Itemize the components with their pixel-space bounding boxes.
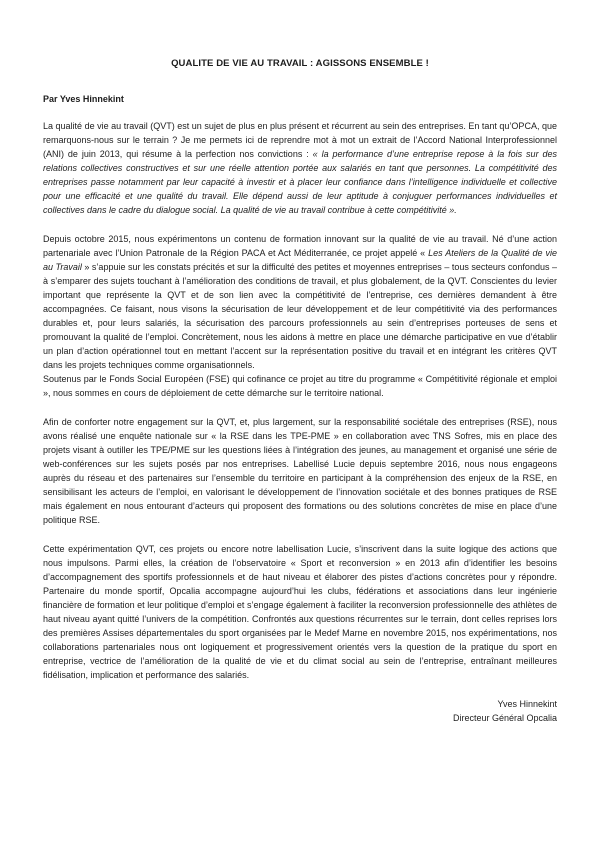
document-title: QUALITE DE VIE AU TRAVAIL : AGISSONS ENSEMBLE ! xyxy=(171,58,429,69)
ateliers-title-italic: Les Ateliers de la Qualité de vie au Travail xyxy=(43,248,557,272)
byline: Par Yves Hinnekint xyxy=(43,94,124,104)
signature-block xyxy=(43,697,557,725)
signature-role: Directeur Général Opcalia xyxy=(452,713,557,723)
paragraph-rse: Afin de conforter notre engagement sur la QVT, et, plus largement, sur la responsabilité sociétale des entreprises (RSE), nous avons réalisé une enquête nationale sur « la RSE dans les TPE-PME » en collaboration avec TNS Sofres, mis en place des projets visant à outiller les TPE/PME sur les questions liées à l’intégration des jeunes, au management et organisé une série de web-conférences sur les sujets posés par nos entreprises. Labellisé Lucie depuis septembre 2016, nous nous engageons auprès du réseau et des partenaires sur l’ensemble du territoire en participant à la compréhension des enjeux de la RSE, en sensibilisant les acteurs de l’emploi, en valorisant le développement de l’innovation sociétale et des bonnes pratiques de RSE mais également en nous entourant d’acteurs qui proposent des formations ou des solutions concrètes de mise en place d’une politique RSE. xyxy=(43,417,557,525)
paragraph-intro-lead: La qualité de vie au travail (QVT) est un sujet de plus en plus présent et récurrent au sein des entreprises. En tant qu’OPCA, que remarquons-nous sur le terrain ? Je me permets ici de reprendre mot à mot un extrait de l’Accord National Interprofessionnel (ANI) de juin 2013, qui résume à la perfection nos convictions : xyxy=(43,121,557,159)
paragraph-ateliers-part2: » s’appuie sur les constats précités et sur la difficulté des petites et moyennes entreprises – tous secteurs confondus – à s’emparer des sujets touchant à l’amélioration des conditions de travail, et plus globalement, de la QVT. Conscientes du levier important que représente la QVT et de son lien avec la compétitivité de l’entreprise, ces dernières demandent à être accompagnées. Ce faisant, nous visons la sécurisation de leur développement et de leur compétitivité via des performances durables et, pour leurs salariés, la sécurisation des parcours professionnels au sein d’entreprises porteuses de sens et promouvant la qualité de l’emploi. Concrètement, nous les aidons à mettre en place une démarche participative en vue d’établir un plan d’action opérationnel tout en mettant l’accent sur la représentation positive du travail et en intégrant les critères QVT dans les projets techniques comme organisationnels. xyxy=(43,262,557,370)
signature-name: Yves Hinnekint xyxy=(497,699,557,709)
paragraph-sport: Cette expérimentation QVT, ces projets ou encore notre labellisation Lucie, s’inscrivent dans la suite logique des actions que nous impulsons. Parmi elles, la création de l’observatoire « Sport et reconversion » en 2013 afin d’identifier les besoins d’accompagnement des sportifs professionnels et de haut niveau et élaborer des pistes d’actions concrètes pour y répondre. Partenaire du monde sportif, Opcalia accompagne aujourd’hui les clubs, fédérations et associations dans leur ingénierie financière de formation et leur politique d’emploi et s’engage également à faciliter la reconversion professionnelle des athlètes de haut niveau ayant quitté l’univers de la compétition. Confrontés aux questions récurrentes sur le terrain, dont celles reprises lors des premières Assises départementales du sport organisées par le Medef Marne en novembre 2015, nos expérimentations, nos collaborations partenariales nous ont logiquement et progressivement orientés vers la question de la pratique du sport en entreprise, vectrice de l’amélioration de la qualité de vie et du climat social au sein de l’entreprise, entraînant meilleures fidélisation, implication et performance des salariés. xyxy=(43,544,557,680)
ani-quote-italic: « la performance d’une entreprise repose à la fois sur des relations collectives constructives et sur une réelle attention portée aux salariés en tant que personnes. La compétitivité des entreprises passe notamment par leur capacité à investir et à placer leur confiance dans l’intelligence individuelle et collective pour une efficacité et une qualité du travail. Elle dépend aussi de leur aptitude à conjuguer performances individuelles et collectives dans le cadre du dialogue social. La qualité de vie au travail contribue à cette compétitivité ». xyxy=(43,149,557,215)
paragraph-fse: Soutenus par le Fonds Social Européen (FSE) qui cofinance ce projet au titre du programme « Compétitivité régionale et emploi », nous sommes en cours de déploiement de cette démarche sur le territoire national. xyxy=(43,374,557,398)
paragraph-intro xyxy=(43,119,557,217)
paragraph-ateliers xyxy=(43,232,557,372)
paragraph-ateliers-part1: Depuis octobre 2015, nous expérimentons un contenu de formation innovant sur la qualité de vie au travail. Né d’une action partenariale avec l’Union Patronale de la Région PACA et Act Méditerranée, ce projet appelé « xyxy=(43,234,557,258)
